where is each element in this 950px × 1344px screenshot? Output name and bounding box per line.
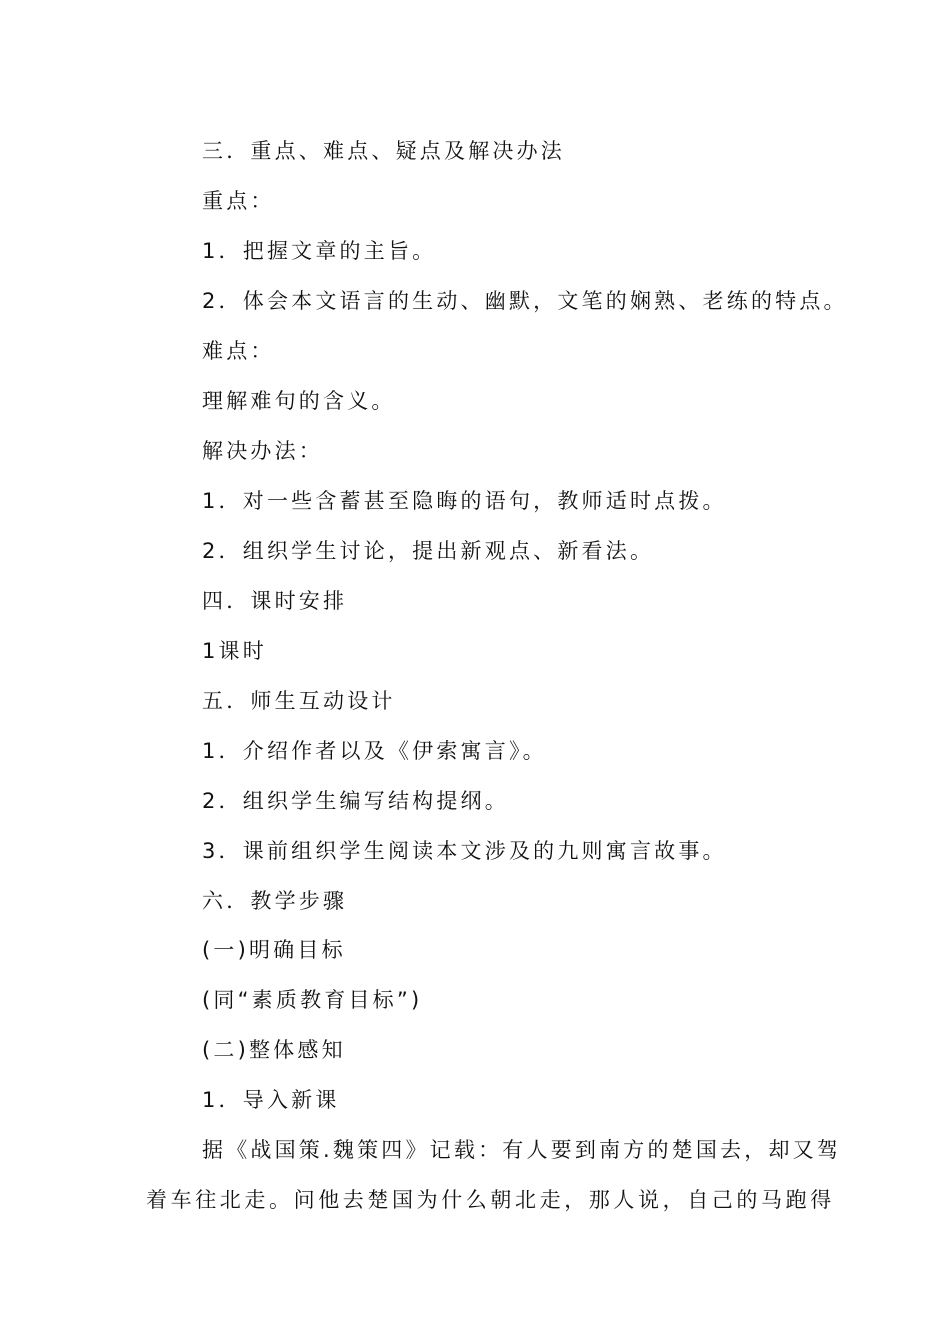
list-item: 1．把握文章的主旨。 <box>202 239 437 263</box>
text-line: 1课时 <box>202 639 267 663</box>
subheading-solutions: 解决办法： <box>202 439 323 463</box>
subsection-heading: (一)明确目标 <box>202 938 346 962</box>
list-item: 1．介绍作者以及《伊索寓言》。 <box>202 739 547 763</box>
subheading-difficulties: 难点： <box>202 339 275 363</box>
subheading-key-points: 重点： <box>202 189 275 213</box>
section-heading-5: 五．师生互动设计 <box>202 689 396 713</box>
text-line: 理解难句的含义。 <box>202 389 396 413</box>
section-heading-4: 四．课时安排 <box>202 589 348 613</box>
list-item: 2．组织学生讨论，提出新观点、新看法。 <box>202 539 655 563</box>
list-item: 2．体会本文语言的生动、幽默，文笔的娴熟、老练的特点。 <box>202 289 848 313</box>
text-line: (同“素质教育目标”) <box>202 988 423 1012</box>
paragraph-line: 据《战国策.魏策四》记载：有人要到南方的楚国去，却又驾 <box>202 1138 842 1162</box>
list-item: 1．导入新课 <box>202 1088 340 1112</box>
list-item: 3．课前组织学生阅读本文涉及的九则寓言故事。 <box>202 839 727 863</box>
list-item: 2．组织学生编写结构提纲。 <box>202 789 509 813</box>
subsection-heading: (二)整体感知 <box>202 1038 346 1062</box>
paragraph-line: 着车往北走。问他去楚国为什么朝北走，那人说，自己的马跑得 <box>146 1188 835 1212</box>
section-heading-3: 三．重点、难点、疑点及解决办法 <box>202 139 565 163</box>
list-item: 1．对一些含蓄甚至隐晦的语句，教师适时点拨。 <box>202 489 727 513</box>
section-heading-6: 六．教学步骤 <box>202 889 348 913</box>
